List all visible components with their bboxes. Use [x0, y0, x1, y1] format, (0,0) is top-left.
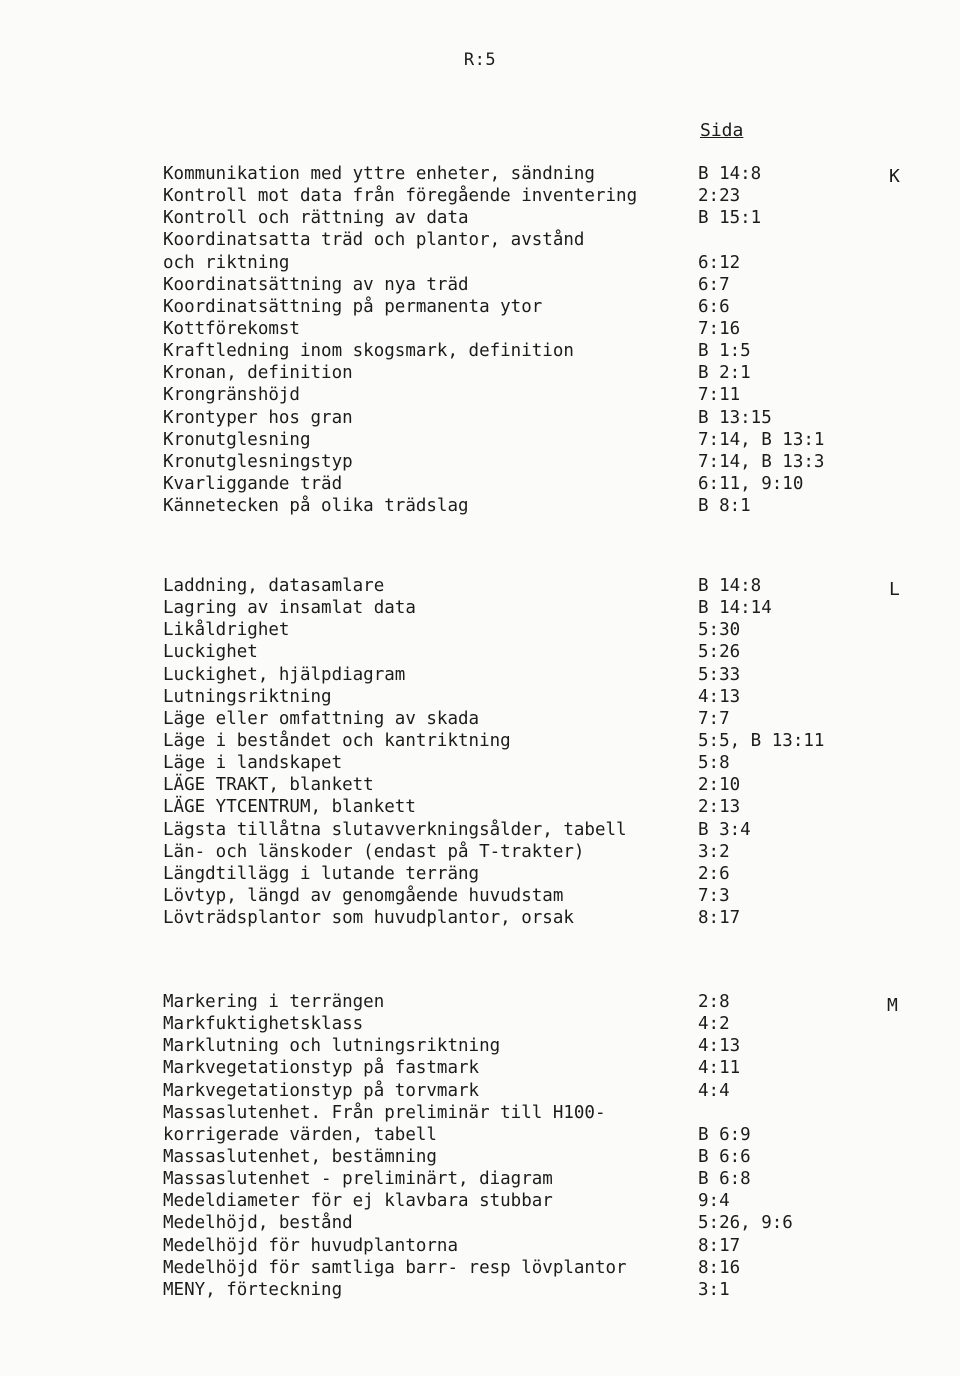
- index-term: Massaslutenhet - preliminärt, diagram: [163, 1169, 553, 1190]
- index-entry: [163, 1235, 923, 1257]
- index-term: LÄGE TRAKT, blankett: [163, 775, 374, 796]
- page-reference: 7:14, B 13:3: [698, 451, 825, 472]
- page-reference: 4:11: [698, 1058, 741, 1079]
- index-term: Län- och länskoder (endast på T-trakter): [163, 841, 585, 862]
- index-section-k: [163, 163, 923, 517]
- index-term: Laddning, datasamlare: [163, 576, 385, 596]
- index-entry: [163, 252, 923, 274]
- index-term: Markvegetationstyp på torvmark: [163, 1080, 480, 1101]
- index-term: Kronutglesning: [163, 429, 311, 450]
- page-reference: 7:14, B 13:1: [698, 429, 825, 450]
- index-entry: [163, 1279, 923, 1301]
- page-reference: 5:26, 9:6: [698, 1213, 793, 1234]
- index-entry: [163, 863, 923, 885]
- index-entry: [163, 1102, 923, 1124]
- index-term: Kvarliggande träd: [163, 473, 343, 494]
- index-entry: [163, 796, 923, 818]
- index-term: Marklutning och lutningsriktning: [163, 1036, 501, 1057]
- index-term: Medelhöjd för samtliga barr- resp lövplantor: [163, 1257, 627, 1278]
- page-reference: 2:10: [698, 775, 741, 796]
- page-reference: 6:12: [698, 252, 741, 273]
- page-reference: B 14:8: [698, 164, 762, 184]
- page-reference: 4:2: [698, 1014, 730, 1035]
- index-entry: [163, 407, 923, 429]
- page-reference: 9:4: [698, 1191, 730, 1212]
- index-entry: [163, 318, 923, 340]
- index-term: Kronan, definition: [163, 363, 353, 384]
- index-entry: [163, 274, 923, 296]
- page-reference: 3:2: [698, 841, 730, 862]
- index-entry: [163, 384, 923, 406]
- index-term: och riktning: [163, 252, 290, 273]
- index-term: Lägsta tillåtna slutavverkningsålder, tabell: [163, 819, 627, 840]
- index-term: Kottförekomst: [163, 318, 300, 339]
- index-entry: [163, 730, 923, 752]
- section-letter-l: L: [889, 579, 900, 600]
- page-reference: B 13:15: [698, 407, 772, 428]
- index-entry: [163, 819, 923, 841]
- page-reference: 8:17: [698, 1235, 741, 1256]
- index-term: Markfuktighetsklass: [163, 1014, 364, 1035]
- index-entry: [163, 575, 923, 597]
- index-term: Medelhöjd, bestånd: [163, 1213, 353, 1234]
- index-term: Medelhöjd för huvudplantorna: [163, 1235, 459, 1256]
- page-reference: 6:11, 9:10: [698, 473, 804, 494]
- index-term: Luckighet, hjälpdiagram: [163, 664, 406, 685]
- index-entry: [163, 774, 923, 796]
- index-entry: [163, 885, 923, 907]
- index-term: Kronutglesningstyp: [163, 451, 353, 472]
- index-term: Kontroll mot data från föregående inventering: [163, 186, 638, 207]
- index-entry: [163, 1124, 923, 1146]
- page-reference: B 3:4: [698, 819, 751, 840]
- index-term: Likåldrighet: [163, 620, 290, 641]
- index-term: Koordinatsättning av nya träd: [163, 274, 469, 295]
- page-reference: 8:16: [698, 1257, 741, 1278]
- index-entry: [163, 991, 923, 1013]
- index-entry: [163, 340, 923, 362]
- page-reference: B 15:1: [698, 208, 762, 229]
- page-reference: 2:23: [698, 186, 741, 207]
- page-column-header: Sida: [700, 120, 744, 141]
- page-reference: 7:3: [698, 885, 730, 906]
- page-number: R:5: [463, 50, 497, 70]
- index-term: Lagring av insamlat data: [163, 598, 416, 619]
- index-entry: [163, 1212, 923, 1234]
- index-entry: [163, 1146, 923, 1168]
- page-reference: B 6:9: [698, 1124, 751, 1145]
- index-entry: [163, 752, 923, 774]
- index-term: Lutningsriktning: [163, 686, 332, 707]
- index-term: Kontroll och rättning av data: [163, 208, 469, 229]
- page-reference: 7:11: [698, 385, 741, 406]
- index-section-l: [163, 575, 923, 929]
- page-reference: 7:16: [698, 318, 741, 339]
- page-reference: 6:7: [698, 274, 730, 295]
- page-reference: 2:6: [698, 863, 730, 884]
- page-reference: 7:7: [698, 708, 730, 729]
- index-term: Markvegetationstyp på fastmark: [163, 1058, 480, 1079]
- index-entry: [163, 1190, 923, 1212]
- page-reference: 5:33: [698, 664, 741, 685]
- index-entry: [163, 619, 923, 641]
- index-term: Markering i terrängen: [163, 992, 385, 1012]
- index-term: korrigerade värden, tabell: [163, 1124, 437, 1145]
- index-entry: [163, 686, 923, 708]
- index-term: LÄGE YTCENTRUM, blankett: [163, 797, 416, 818]
- index-entry: [163, 1035, 923, 1057]
- index-term: Krongränshöjd: [163, 385, 300, 406]
- page-reference: B 14:8: [698, 576, 762, 596]
- index-entry: [163, 1257, 923, 1279]
- page-reference: 4:13: [698, 1036, 741, 1057]
- page-reference: 4:13: [698, 686, 741, 707]
- page-reference: B 8:1: [698, 496, 751, 517]
- index-term: Koordinatsättning på permanenta ytor: [163, 296, 543, 317]
- index-entry: [163, 597, 923, 619]
- index-term: Massaslutenhet. Från preliminär till H100-: [163, 1102, 606, 1123]
- page-reference: B 14:14: [698, 598, 772, 619]
- index-term: Kraftledning inom skogsmark, definition: [163, 341, 574, 362]
- index-term: Läge eller omfattning av skada: [163, 708, 480, 729]
- index-term: Kommunikation med yttre enheter, sändning: [163, 164, 595, 184]
- page-reference: 5:8: [698, 753, 730, 774]
- section-letter-k: K: [889, 166, 900, 187]
- index-entry: [163, 1168, 923, 1190]
- index-term: Koordinatsatta träd och plantor, avstånd: [163, 230, 585, 251]
- index-term: Massaslutenhet, bestämning: [163, 1146, 437, 1167]
- index-entry: [163, 296, 923, 318]
- page-reference: 5:5, B 13:11: [698, 730, 825, 751]
- index-entry: [163, 664, 923, 686]
- index-entry: [163, 362, 923, 384]
- index-term: Medeldiameter för ej klavbara stubbar: [163, 1191, 553, 1212]
- index-term: Luckighet: [163, 642, 258, 663]
- page-reference: 6:6: [698, 296, 730, 317]
- page-reference: 8:17: [698, 908, 741, 929]
- index-term: Läge i beståndet och kantriktning: [163, 730, 511, 751]
- page-reference: B 2:1: [698, 363, 751, 384]
- index-term: Längdtillägg i lutande terräng: [163, 863, 480, 884]
- page-reference: 2:8: [698, 992, 730, 1012]
- page-reference: B 6:6: [698, 1146, 751, 1167]
- index-entry: [163, 429, 923, 451]
- index-entry: [163, 473, 923, 495]
- index-term: Lövträdsplantor som huvudplantor, orsak: [163, 908, 574, 929]
- index-entry: [163, 1013, 923, 1035]
- index-entry: [163, 708, 923, 730]
- index-entry: [163, 641, 923, 663]
- section-letter-m: M: [887, 995, 898, 1016]
- page-reference: B 1:5: [698, 341, 751, 362]
- index-term: MENY, förteckning: [163, 1279, 343, 1300]
- index-term: Krontyper hos gran: [163, 407, 353, 428]
- page-reference: 3:1: [698, 1279, 730, 1300]
- index-entry: [163, 185, 923, 207]
- page-reference: 2:13: [698, 797, 741, 818]
- index-entry: [163, 229, 923, 251]
- index-term: Lövtyp, längd av genomgående huvudstam: [163, 885, 564, 906]
- page-reference: 5:26: [698, 642, 741, 663]
- index-entry: [163, 1080, 923, 1102]
- index-entry: [163, 495, 923, 517]
- page-reference: 5:30: [698, 620, 741, 641]
- index-entry: [163, 841, 923, 863]
- index-entry: [163, 1057, 923, 1079]
- page-reference: B 6:8: [698, 1169, 751, 1190]
- index-entry: [163, 163, 923, 185]
- index-section-m: [163, 991, 923, 1301]
- index-entry: [163, 907, 923, 929]
- index-term: Läge i landskapet: [163, 753, 343, 774]
- index-term: Kännetecken på olika trädslag: [163, 496, 469, 517]
- index-entry: [163, 451, 923, 473]
- index-entry: [163, 207, 923, 229]
- page-reference: 4:4: [698, 1080, 730, 1101]
